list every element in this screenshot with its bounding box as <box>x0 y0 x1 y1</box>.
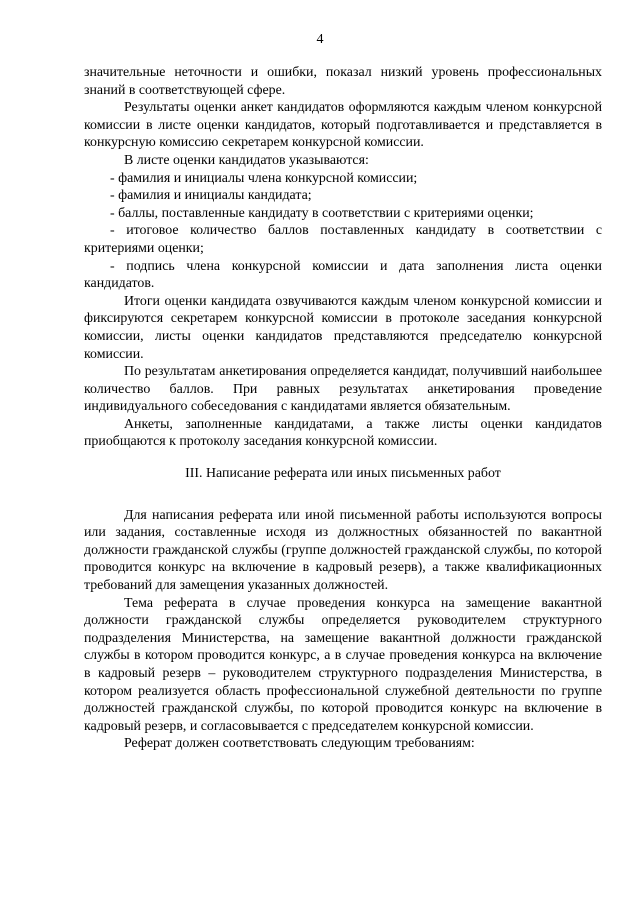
paragraph-essay-requirements: Реферат должен соответствовать следующим требованиям: <box>124 736 475 752</box>
page-number: 4 <box>316 32 324 47</box>
list-item: - итоговое количество баллов поставленных кандидату в соответствии с критериями оценки; <box>84 223 602 256</box>
list-item: - фамилия и инициалы члена конкурсной комиссии; <box>110 170 418 186</box>
document-body <box>84 64 602 753</box>
section-title: III. Написание реферата или иных письменных работ <box>185 466 501 482</box>
paragraph-questionnaires: Анкеты, заполненные кандидатами, а также листы оценки кандидатов приобщаются к протоколу заседания конкурсной комиссии. <box>84 416 602 450</box>
paragraph-essay-topic: Тема реферата в случае проведения конкурса на замещение вакантной должности гражданской службы определяется руководителем структурного подразделения Министерства, на замещение вакантной должности гражданской службы в котором проводится конкурс, а в случае проведения конкурса на включение в кадровый резерв – руководителем структурного подразделения Министерства, в котором реализуется область профессиональной служебной деятельности по группе должностей гражданской службы, по которой проводится конкурс на включение в кадровый резерв, и согласовывается с председателем конкурсной комиссии. <box>84 595 602 734</box>
list-item: - баллы, поставленные кандидату в соответствии с критериями оценки; <box>110 205 534 221</box>
paragraph-survey-results: По результатам анкетирования определяется кандидат, получивший наибольшее количество баллов. При равных результатах анкетирования проведение индивидуального собеседования с кандидатами является обязательным. <box>84 364 602 415</box>
paragraph-continuation: значительные неточности и ошибки, показал низкий уровень профессиональных знаний в соответствующей сфере. <box>84 65 602 98</box>
paragraph-results: Результаты оценки анкет кандидатов оформляются каждым членом конкурсной комиссии в листе оценки кандидатов, который подготавливается и представляется в конкурсную комиссию секретарем конкурсной комиссии. <box>84 100 602 151</box>
paragraph-essay-questions: Для написания реферата или иной письменной работы используются вопросы или задания, составленные исходя из должностных обязанностей по вакантной должности гражданской службы (группе должностей гражданской службы, по которой проводится конкурс на включение в кадровый резерв), а также квалификационных требований для замещения указанных должностей. <box>84 507 602 594</box>
paragraph-list-intro: В листе оценки кандидатов указываются: <box>124 152 369 168</box>
list-item: - подпись члена конкурсной комиссии и дата заполнения листа оценки кандидатов. <box>84 258 602 292</box>
paragraph-totals: Итоги оценки кандидата озвучиваются каждым членом конкурсной комиссии и фиксируются секретарем конкурсной комиссии в протоколе заседания конкурсной комиссии, листы оценки кандидатов представляются председателю конкурсной комиссии. <box>84 293 602 362</box>
list-item: - фамилия и инициалы кандидата; <box>110 188 312 204</box>
